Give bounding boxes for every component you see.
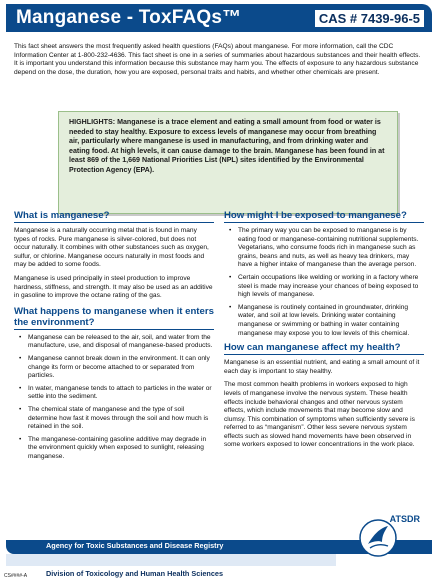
health-paragraph-1: Manganese is an essential nutrient, and eating a small amount of it each day is important to stay healthy. [224,359,420,375]
intro-paragraph: This fact sheet answers the most frequently asked health questions (FAQs) about manganese. For more information, call the CDC Information Center at 1-800-232-4636. This fact sheet is one in a series of summaries about hazardous substances and their health effects. It is important you understand this information because this substance may harm you. The effects of exposure to any hazardous substance depend on the dose, the duration, how you are exposed, personal traits and habits, and whether other chemicals are present. [14,43,421,76]
list-item: • In water, manganese tends to attach to particles in the water or settle into the sediment. [18,385,214,402]
logo-text: ATSDR [389,514,420,524]
list-item: • Manganese is routinely contained in groundwater, drinking water, and soil at low levels. Drinking water containing manganese or swimming or bathing in water containing manganese may expose you to low levels of this chemical. [228,304,424,338]
division-name: Division of Toxicology and Human Health Sciences [46,569,224,578]
what-is-paragraph-2: Manganese is used principally in steel production to improve hardness, stiffness, and strength. It may also be used as an additive in gasoline to improve the octane rating of the gas. [14,274,213,300]
what-is-heading: What is manganese? [14,210,214,223]
page-title: Manganese - ToxFAQs™ [16,7,242,28]
title-banner [6,4,432,32]
list-item: • Certain occupations like welding or working in a factory where steel is made may increase your chances of being exposed to high levels of manganese. [228,274,424,300]
left-column [14,210,214,465]
list-item: • The chemical state of manganese and the type of soil determine how fast it moves through the soil and how much is retained in the soil. [18,406,214,432]
what-is-paragraph-1: Manganese is a naturally occurring metal that is found in many types of rocks. Pure manganese is silver-colored, but does not occur naturally. It combines with other substances such as oxygen, sulfur, or chlorine. Manganese occurs naturally in most foods and may be added to some foods. [14,227,209,269]
highlights-box: HIGHLIGHTS: Manganese is a trace element and eating a small amount from food or water is needed to stay healthy. Exposure to excess levels of manganese may occur from breathing air, particularly where manganese is used in manufacturing, and from drinking water and eating food. At high levels, it can cause damage to the brain. Manganese has been found in at least 869 of the 1,669 National Priorities List (NPL) sites identified by the Environmental Protection Agency (EPA). [58,111,398,214]
environment-list [18,334,214,462]
cas-number: CAS # 7439-96-5 [315,10,424,27]
atsdr-logo [358,510,430,566]
list-item: • The primary way you can be exposed to manganese is by eating food or manganese-containing nutritional supplements. Vegetarians, who consume foods rich in manganese such as grains, beans and nuts, as well as heavy tea drinkers, may have a higher intake of manganese than the average person. [228,227,424,270]
list-item: • Manganese cannot break down in the environment. It can only change its form or become attached to or separated from particles. [18,355,214,381]
right-column [224,210,424,455]
health-heading: How can manganese affect my health? [224,342,424,355]
exposure-heading: How might I be exposed to manganese? [224,210,424,223]
document-id: CS####-A [4,573,28,579]
environment-heading: What happens to manganese when it enters the environment? [14,305,214,328]
health-paragraph-2: The most common health problems in workers exposed to high levels of manganese involve the nervous system. These health effects include behavioral changes and other nervous system effects, which include movements that may become slow and clumsy. This combination of symptoms when sufficiently severe is referred to as “manganism”. Other less severe nervous system effects such as slowed hand movements have been observed in some workers exposed to lower concentrations in the work place. [224,381,415,449]
exposure-list [228,227,424,338]
list-item: • Manganese can be released to the air, soil, and water from the manufacture, use, and disposal of manganese-based products. [18,334,214,351]
list-item: • The manganese-containing gasoline additive may degrade in the environment quickly when exposed to sunlight, releasing manganese. [18,436,214,462]
agency-name: Agency for Toxic Substances and Disease Registry [46,541,224,550]
